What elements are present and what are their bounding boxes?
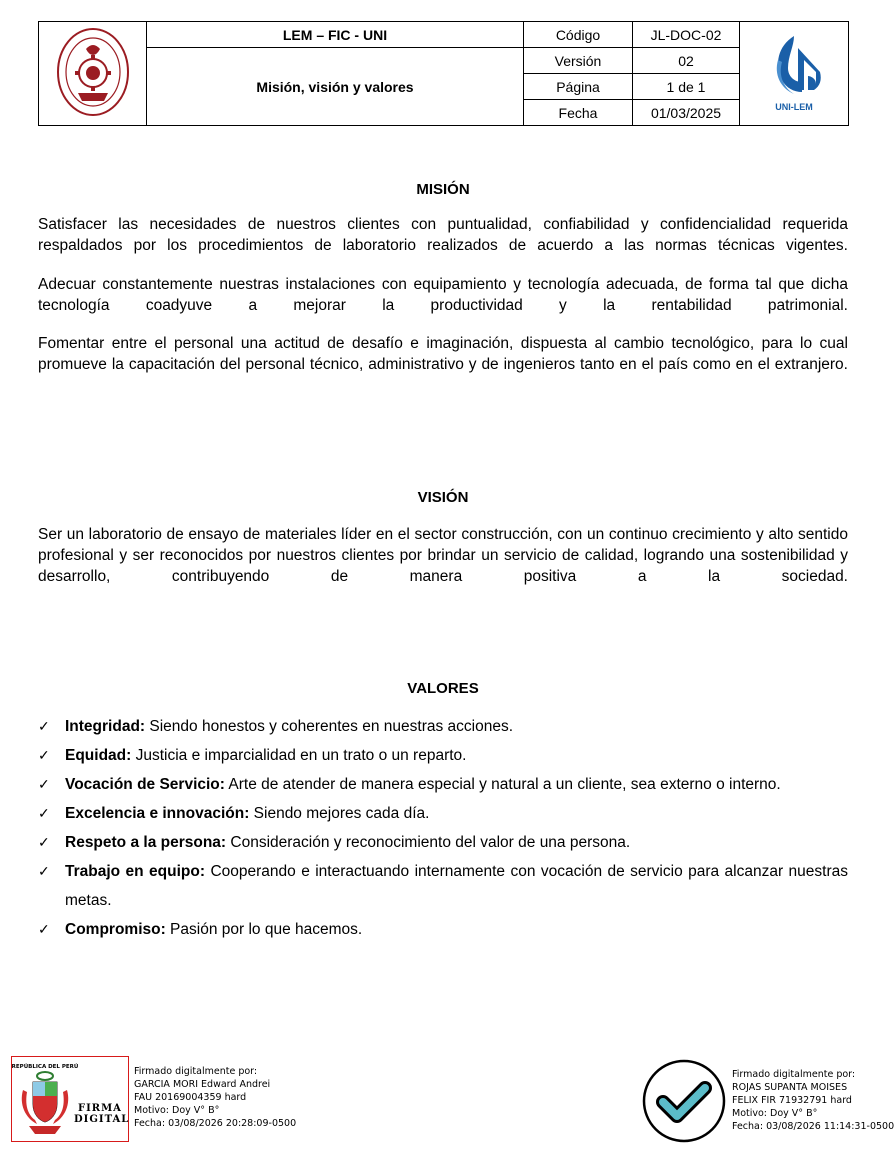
date-label: Fecha [524,100,633,126]
page-value: 1 de 1 [633,74,740,100]
valor-text: Pasión por lo que hacemos. [165,921,363,938]
vision-title: VISIÓN [417,489,469,506]
valor-item [38,770,848,799]
signature-check-icon [641,1058,727,1144]
sig-line: Fecha: 03/08/2026 11:14:31-0500 [732,1121,895,1132]
mision-title: MISIÓN [416,181,470,198]
valor-key: Integridad: [65,718,146,735]
uni-seal-cell [39,22,147,126]
sig-line: ROJAS SUPANTA MOISES [732,1082,848,1093]
svg-text:UNI-LEM: UNI-LEM [775,102,813,112]
valor-key: Vocación de Servicio: [65,776,225,793]
sig-line: Motivo: Doy V° B° [134,1105,220,1116]
valor-text: Siendo honestos y coherentes en nuestras acciones. [145,718,514,735]
document-header-table [38,21,849,126]
valor-text: Justicia e imparcialidad en un trato o un reparto. [131,747,467,764]
check-icon: ✓ [38,776,50,792]
sig-line: Motivo: Doy V° B° [732,1108,818,1119]
date-value: 01/03/2025 [633,100,740,126]
uni-lem-logo-cell [740,22,849,126]
check-icon: ✓ [38,747,50,763]
digital-label: DIGITAL [74,1114,130,1125]
right-signature-text [732,1068,894,1133]
org-name: LEM – FIC - UNI [147,22,524,48]
valor-item [38,712,848,741]
check-icon: ✓ [38,834,50,850]
valor-key: Respeto a la persona: [65,834,227,851]
mision-paragraph-3: Fomentar entre el personal una actitud de desafío e imaginación, dispuesta al cambio tecnológico, para lo cual promueve la capacitación del personal técnico, administrativo y de ingenieros tanto en el país como en el extranjero. [38,335,848,373]
sig-line: GARCIA MORI Edward Andrei [134,1079,271,1090]
uni-seal-logo [56,27,130,117]
firma-label: FIRMA [78,1103,122,1114]
valor-key: Equidad: [65,747,132,764]
valor-key: Excelencia e innovación: [65,805,250,822]
valor-item [38,857,848,915]
doc-title: Misión, visión y valores [147,48,524,126]
sig-line: FELIX FIR 71932791 hard [732,1095,852,1106]
code-value: JL-DOC-02 [633,22,740,48]
valor-key: Compromiso: [65,921,166,938]
sig-line: Fecha: 03/08/2026 20:28:09-0500 [134,1118,297,1129]
mision-paragraph-2: Adecuar constantemente nuestras instalaciones con equipamiento y tecnología adecuada, de forma tal que dicha tecnología coadyuve a mejorar la productividad y la rentabilidad patrimonial. [38,276,848,314]
sig-line: Firmado digitalmente por: [732,1069,856,1080]
valor-key: Trabajo en equipo: [65,863,206,880]
valor-item [38,915,848,944]
firma-digital-badge [11,1056,129,1142]
left-signature-text [134,1065,296,1130]
check-icon: ✓ [38,921,50,937]
check-icon: ✓ [38,718,50,734]
vision-paragraph: Ser un laboratorio de ensayo de materiales líder en el sector construcción, con un continuo crecimiento y alto sentido profesional y ser reconocidos por nuestros clientes por brindar un servicio de calidad, logrando una sostenibilidad y desarrollo, contribuyendo de manera positiva a la sociedad. [38,526,848,585]
peru-coat-of-arms-icon [11,1060,79,1138]
valor-item [38,828,848,857]
valor-text: Arte de atender de manera especial y natural a un cliente, sea externo o interno. [224,776,781,793]
valor-item [38,741,848,770]
mision-paragraph-1: Satisfacer las necesidades de nuestros clientes con puntualidad, confiabilidad y confidencialidad requerida respaldados por los procedimientos de laboratorio realizados de acuerdo a las normas técnicas vigentes. [38,216,848,254]
code-label: Código [524,22,633,48]
valor-text: Siendo mejores cada día. [249,805,430,822]
page-label: Página [524,74,633,100]
uni-lem-logo [764,30,824,114]
check-icon: ✓ [38,805,50,821]
valor-item [38,799,848,828]
svg-text:REPÚBLICA DEL PERÚ: REPÚBLICA DEL PERÚ [11,1064,79,1070]
valores-title: VALORES [407,680,479,697]
sig-line: FAU 20169004359 hard [134,1092,247,1103]
check-icon: ✓ [38,863,50,879]
version-value: 02 [633,48,740,74]
version-label: Versión [524,48,633,74]
valor-text: Cooperando e interactuando internamente con vocación de servicio para alcanzar nuestras metas. [65,863,849,909]
sig-line: Firmado digitalmente por: [134,1066,258,1077]
valores-list [38,712,848,944]
valor-text: Consideración y reconocimiento del valor de una persona. [226,834,631,851]
